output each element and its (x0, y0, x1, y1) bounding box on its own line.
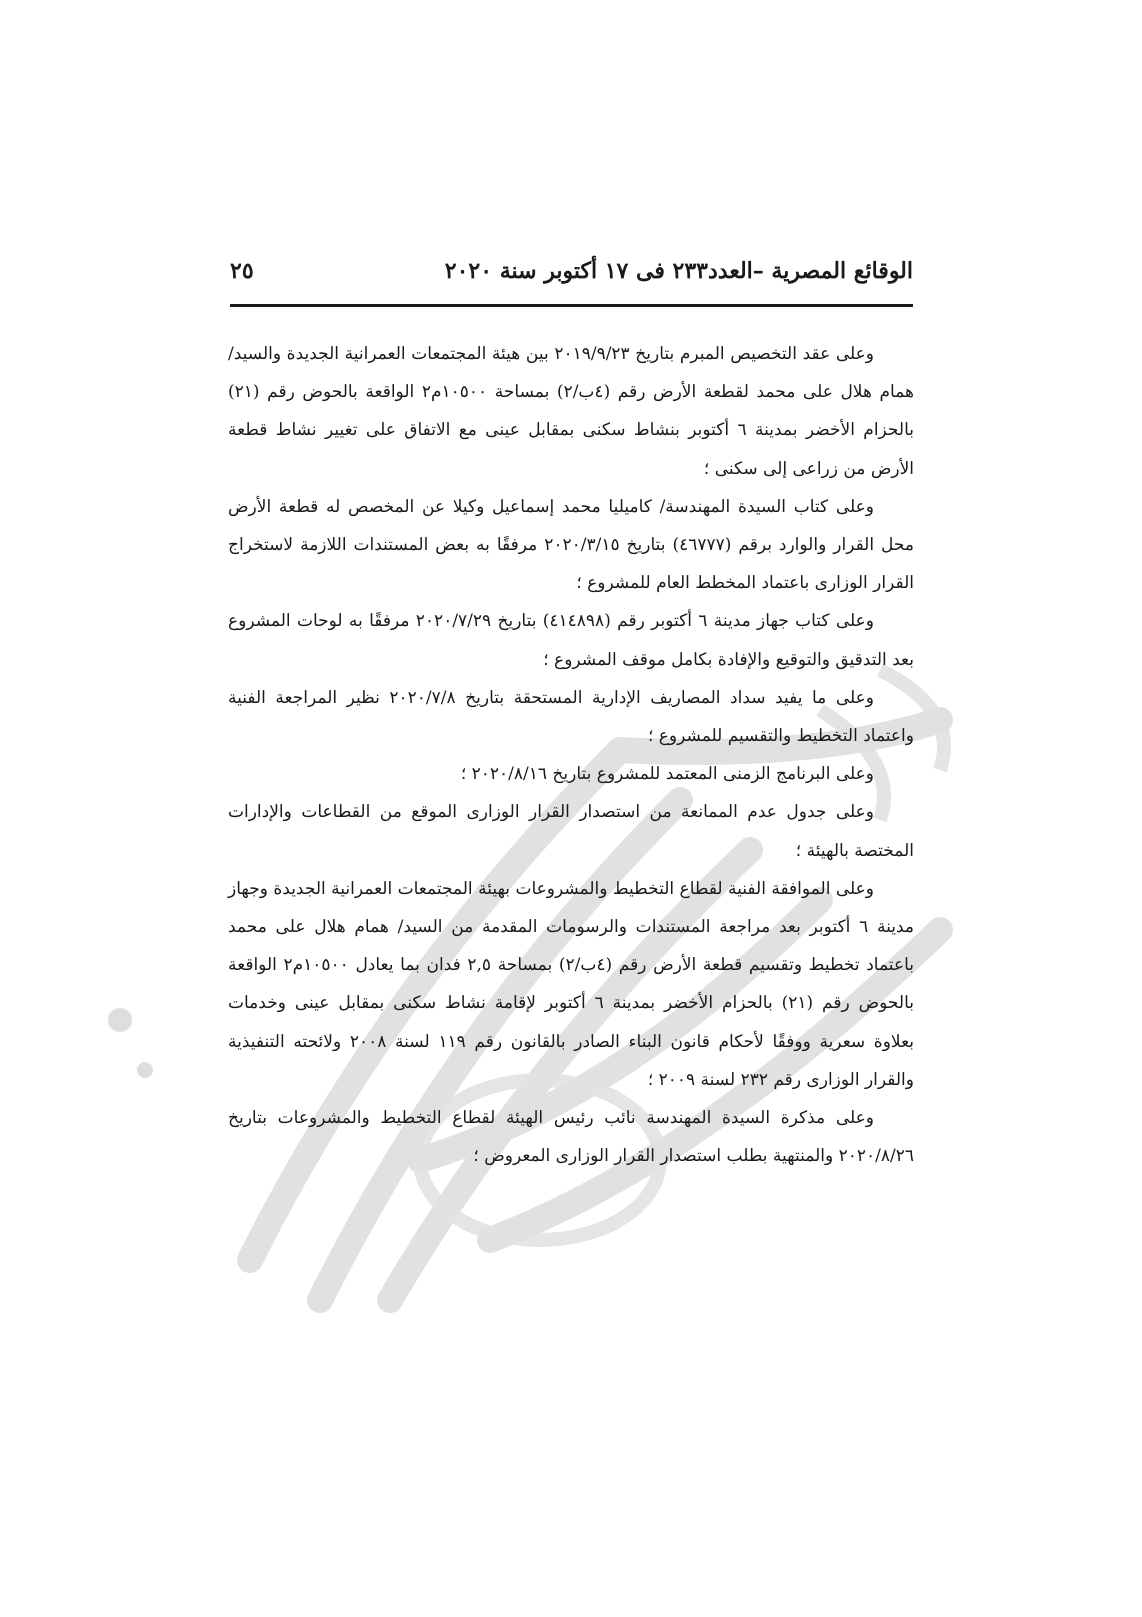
paragraph-allocation-contract: وعلى عقد التخصيص المبرم بتاريخ ٢٠١٩/٩/٢٣ بين هيئة المجتمعات العمرانية الجديدة والسيد/ همام هلال على محمد لقطعة الأرض رقم (٤ب/٢) بمساحة ١٠٥٠٠م٢ الواقعة بالحوض رقم (٢١) بالحزام الأخضر بمدينة ٦ أكتوبر بنشاط سكنى بمقابل عينى مع الاتفاق على تغيير نشاط قطعة الأرض من زراعى إلى سكنى ؛ (228, 344, 915, 479)
paragraph-engineer-letter: وعلى كتاب السيدة المهندسة/ كاميليا محمد إسماعيل وكيلا عن المخصص له قطعة الأرض محل القرار والوارد برقم (٤٦٧٧٧) بتاريخ ٢٠٢٠/٣/١٥ مرفقًا به بعض المستندات اللازمة لاستخراج القرار الوزارى باعتماد المخطط العام للمشروع ؛ (228, 496, 915, 594)
paragraph-administrative-fees: وعلى ما يفيد سداد المصاريف الإدارية المستحقة بتاريخ ٢٠٢٠/٧/٨ نظير المراجعة الفنية واعتماد التخطيط والتقسيم للمشروع ؛ (228, 687, 914, 747)
paragraph-time-schedule: وعلى البرنامج الزمنى المعتمد للمشروع بتاريخ ٢٠٢٠/٨/١٦ ؛ (460, 764, 874, 785)
paragraph-city-authority-letter: وعلى كتاب جهاز مدينة ٦ أكتوبر رقم (٤١٤٨٩٨) بتاريخ ٢٠٢٠/٧/٢٩ مرفقًا به لوحات المشروع بعد التدقيق والتوقيع والإفادة بكامل موقف المشروع ؛ (228, 611, 914, 670)
page-header (230, 252, 913, 304)
paragraph-vice-president-memo: وعلى مذكرة السيدة المهندسة نائب رئيس الهيئة لقطاع التخطيط والمشروعات بتاريخ ٢٠٢٠/٨/٢٦ والمنتهية بطلب استصدار القرار الوزارى المعروض ؛ (228, 1108, 914, 1167)
paragraph-technical-approval: وعلى الموافقة الفنية لقطاع التخطيط والمشروعات بهيئة المجتمعات العمرانية الجديدة وجهاز مدينة ٦ أكتوبر بعد مراجعة المستندات والرسومات المقدمة من السيد/ همام هلال على محمد باعتماد تخطيط وتقسيم قطعة الأرض رقم (٤ب/٢) بمساحة ٢,٥ فدان بما يعادل ١٠٥٠٠م٢ الواقعة بالحوض رقم (٢١) بالحزام الأخضر بمدينة ٦ أكتوبر لإقامة نشاط سكنى بمقابل عينى وخدمات بعلاوة سعرية ووفقًا لأحكام قانون البناء الصادر بالقانون رقم ١١٩ لسنة ٢٠٠٨ ولائحته التنفيذية والقرار الوزارى رقم ٢٣٢ لسنة ٢٠٠٩ ؛ (228, 878, 914, 1090)
header-divider (230, 304, 913, 307)
page-number: ٢٥ (230, 258, 254, 284)
gazette-title: الوقائع المصرية –العدد٢٣٣ فى ١٧ أكتوبر سنة ٢٠٢٠ (444, 258, 913, 284)
paragraph-no-objection-table: وعلى جدول عدم الممانعة من استصدار القرار الوزارى الموقع من القطاعات والإدارات المختصة بالهيئة ؛ (228, 802, 914, 861)
document-body (228, 335, 914, 1175)
